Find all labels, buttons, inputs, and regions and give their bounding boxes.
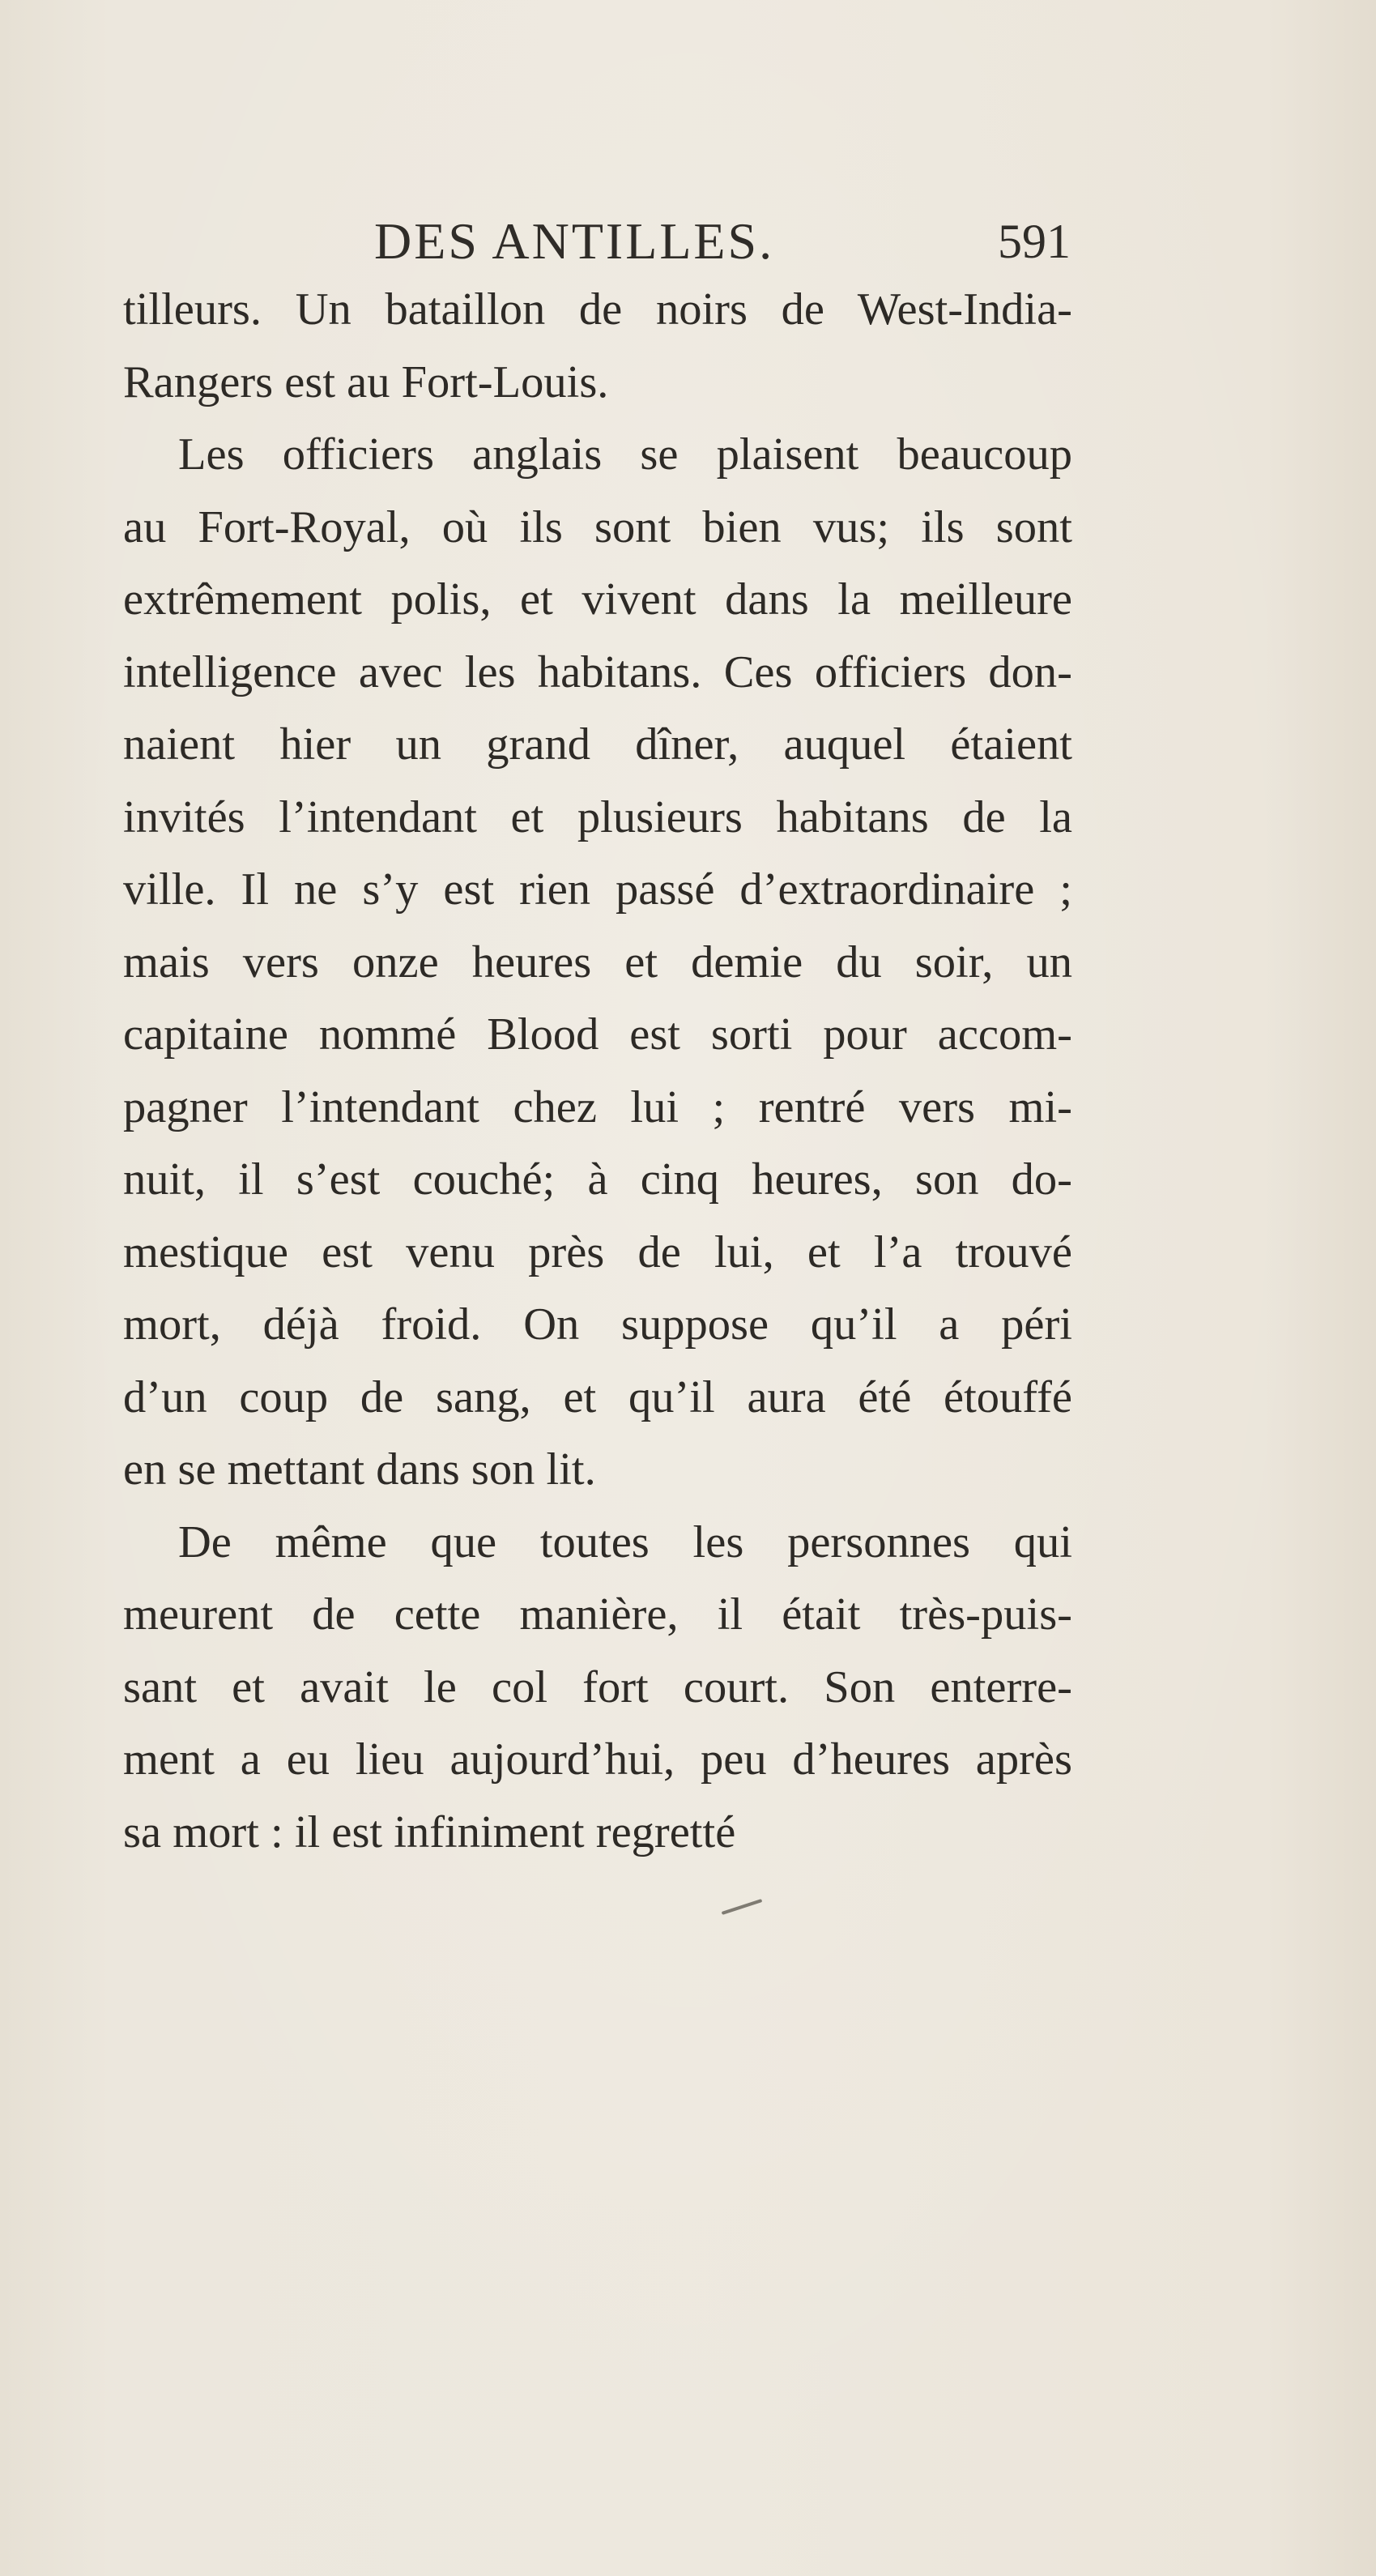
- page-number: 591: [998, 215, 1071, 268]
- text-line: sa mort : il est infiniment regretté: [123, 1806, 736, 1857]
- paragraph: [123, 419, 1072, 1507]
- paragraph: [123, 274, 1072, 419]
- text-line: meurent de cette manière, il était très-puis-: [123, 1589, 1072, 1640]
- text-line: Rangers est au Fort-Louis.: [123, 356, 609, 407]
- text-line: Les officiers anglais se plaisent beaucoup: [178, 429, 1072, 480]
- text-line: d’un coup de sang, et qu’il aura été étouffé: [123, 1371, 1072, 1422]
- text-line: ment a eu lieu aujourd’hui, peu d’heures après: [123, 1734, 1072, 1785]
- paragraph: [123, 1507, 1072, 1870]
- text-line: mais vers onze heures et demie du soir, un: [123, 936, 1072, 987]
- text-line: en se mettant dans son lit.: [123, 1444, 596, 1495]
- text-line: au Fort-Royal, où ils sont bien vus; ils sont: [123, 501, 1072, 552]
- running-title: DES ANTILLES.: [374, 212, 775, 270]
- text-line: pagner l’intendant chez lui ; rentré vers mi-: [123, 1081, 1072, 1132]
- text-line: capitaine nommé Blood est sorti pour accom-: [123, 1009, 1072, 1060]
- text-line: extrêmement polis, et vivent dans la meilleure: [123, 574, 1072, 625]
- text-line: mort, déjà froid. On suppose qu’il a péri: [123, 1299, 1072, 1350]
- text-line: intelligence avec les habitans. Ces officiers don-: [123, 646, 1072, 697]
- text-line: invités l’intendant et plusieurs habitans de la: [123, 791, 1072, 842]
- body-text: [123, 274, 1072, 1869]
- text-line: tilleurs. Un bataillon de noirs de West-India-: [123, 284, 1072, 335]
- text-line: mestique est venu près de lui, et l’a trouvé: [123, 1226, 1072, 1277]
- running-head: [123, 209, 1071, 274]
- text-line: De même que toutes les personnes qui: [178, 1516, 1072, 1567]
- text-line: ville. Il ne s’y est rien passé d’extraordinaire ;: [123, 864, 1072, 915]
- text-line: naient hier un grand dîner, auquel étaient: [123, 719, 1072, 770]
- text-line: sant et avait le col fort court. Son enterre-: [123, 1661, 1072, 1712]
- text-line: nuit, il s’est couché; à cinq heures, son do-: [123, 1154, 1072, 1205]
